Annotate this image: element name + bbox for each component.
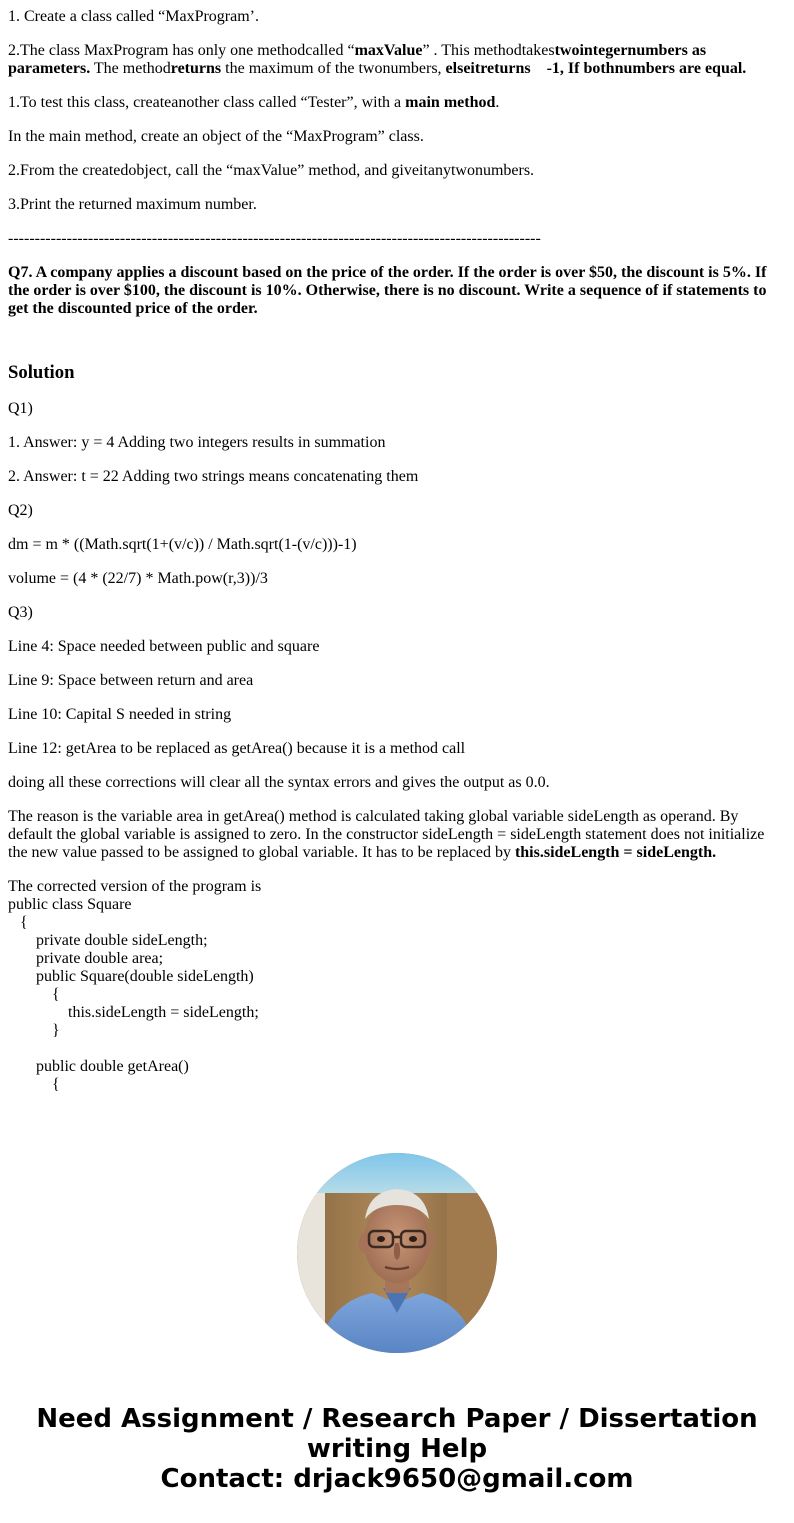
portrait-image [297,1153,497,1353]
document-body [8,0,778,1094]
promo-line-2: writing Help [306,1434,488,1464]
bold-run: twointegernumbers as parameters. [8,42,707,77]
q-step-method-description [8,42,778,78]
q-step-create-class: 1. Create a class called “MaxProgram’. [8,8,260,25]
text-run: The method [90,60,171,77]
bold-run: main method [405,94,496,111]
q2-formula-dm: dm = m * ((Math.sqrt(1+(v/c)) / Math.sqrt(1-(v/c)))-1) [8,536,357,553]
text-run: The reason is the variable area in getArea() method is calculated taking global variable sideLength as operand. By default the global variable is assigned to zero. In the constructor sideLength = sideLength statement does not initialize the new value passed to be assigned to global variable. It has to be replaced by [8,808,765,861]
text-run: 1.To test this class, createanother class called “Tester”, with a [8,94,406,111]
bold-run: this.sideLength = sideLength. [514,844,717,861]
code-block: public class Square { private double sideLength; private double area; public Square(double sideLength) { this.sideLength = sideLength; } public double getArea() { [8,896,259,1093]
text-run: 2.The class MaxProgram has only one methodcalled “ [8,42,355,59]
q2-formula-volume: volume = (4 * (22/7) * Math.pow(r,3))/3 [8,570,268,587]
promo-contact-line: Contact: drjack9650@gmail.com [160,1464,634,1494]
section-divider: ---------------------------------------------------------------------------------------------------- [8,230,541,247]
q3-corrected-intro: The corrected version of the program is [8,878,262,895]
q1-answer-1: 1. Answer: y = 4 Adding two integers results in summation [8,434,386,451]
bold-run: returns [170,60,222,77]
question-q7 [8,264,778,318]
bold-run: maxValue [354,42,423,59]
author-photo [297,1153,497,1353]
q3-label: Q3) [8,604,33,621]
spacer [8,318,778,362]
q3-line-10: Line 10: Capital S needed in string [8,706,232,723]
q3-line-4: Line 4: Space needed between public and square [8,638,320,655]
q3-reason [8,808,778,862]
bold-run: elseitreturns -1, If bothnumbers are equal. [445,60,747,77]
text-run: ” . This methodtakes [422,42,555,59]
q3-line-12: Line 12: getArea to be replaced as getArea() because it is a method call [8,740,466,757]
q7-text: Q7. A company applies a discount based on the price of the order. If the order is over $50, the discount is 5%. If the order is over $100, the discount is 10%. Otherwise, there is no discount. Write a sequence of if statements to get the discounted price of the order. [8,264,767,317]
text-run: the maximum of the twonumbers, [221,60,446,77]
q-test-step-1 [8,94,778,112]
promo-line-1: Need Assignment / Research Paper / Dissertation [36,1404,758,1434]
q2-label: Q2) [8,502,33,519]
q1-answer-2: 2. Answer: t = 22 Adding two strings means concatenating them [8,468,419,485]
q-test-step-3: 3.Print the returned maximum number. [8,196,257,213]
promo-footer [0,1404,794,1494]
q-test-step-2: 2.From the createdobject, call the “maxValue” method, and giveitanytwonumbers. [8,162,535,179]
q1-label: Q1) [8,400,33,417]
q-test-main-method: In the main method, create an object of the “MaxProgram” class. [8,128,424,145]
q3-line-9: Line 9: Space between return and area [8,672,254,689]
q3-summary: doing all these corrections will clear all the syntax errors and gives the output as 0.0. [8,774,550,791]
solution-heading: Solution [8,362,75,383]
text-run: . [495,94,500,111]
